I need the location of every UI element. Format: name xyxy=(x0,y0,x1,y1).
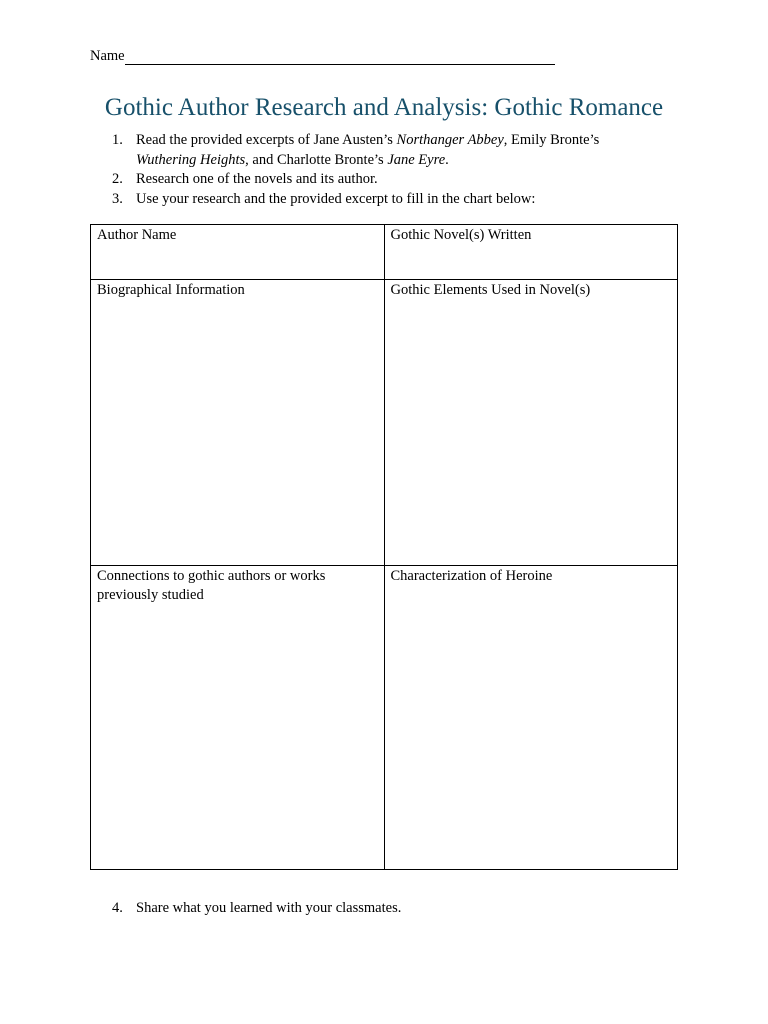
instruction-text-part: , and Charlotte Bronte’s xyxy=(245,151,388,168)
instruction-number: 2. xyxy=(112,171,123,187)
cell-gothic-elements[interactable] xyxy=(384,280,678,566)
cell-connections[interactable] xyxy=(91,566,385,870)
title-jane-eyre: Jane Eyre xyxy=(387,151,446,168)
research-chart-table xyxy=(90,224,678,870)
cell-gothic-novels-written[interactable] xyxy=(384,225,678,280)
instructions-list xyxy=(90,131,650,209)
cell-characterization-of-heroine[interactable] xyxy=(384,566,678,870)
table-row xyxy=(91,566,678,870)
page-title: Gothic Author Research and Analysis: Gothic Romance xyxy=(104,94,664,121)
instruction-text-part: Read the provided excerpts of Jane Austen’s xyxy=(136,132,397,148)
instruction-text: Use your research and the provided excerpt to fill in the chart below: xyxy=(136,190,536,207)
name-field xyxy=(90,47,555,65)
final-step-list xyxy=(90,899,401,919)
title-northanger-abbey: Northanger Abbey xyxy=(396,132,504,148)
cell-label: Connections to gothic authors or works previously studied xyxy=(97,568,326,603)
cell-author-name[interactable] xyxy=(91,225,385,280)
cell-label: Characterization of Heroine xyxy=(390,568,553,584)
instruction-item xyxy=(90,190,650,210)
instruction-number: 3. xyxy=(112,190,123,207)
cell-label: Author Name xyxy=(97,227,177,243)
instruction-item xyxy=(90,131,650,170)
instruction-number: 4. xyxy=(112,900,123,916)
cell-label: Biographical Information xyxy=(97,282,245,298)
instruction-text: Research one of the novels and its author. xyxy=(136,171,378,187)
cell-label: Gothic Elements Used in Novel(s) xyxy=(390,282,591,298)
cell-label: Gothic Novel(s) Written xyxy=(390,227,532,243)
instruction-text-part: , Emily Bronte’s xyxy=(503,132,600,148)
title-wuthering-heights: Wuthering Heights xyxy=(136,151,246,168)
instruction-item xyxy=(90,899,401,919)
cell-biographical-information[interactable] xyxy=(91,280,385,566)
name-blank-line[interactable] xyxy=(125,47,555,65)
instruction-item xyxy=(90,170,650,190)
name-label: Name xyxy=(90,48,125,64)
table-row xyxy=(91,225,678,280)
instruction-text-part: . xyxy=(445,151,449,168)
instruction-text: Share what you learned with your classmates. xyxy=(136,900,402,916)
table-row xyxy=(91,280,678,566)
instruction-number: 1. xyxy=(112,132,123,148)
